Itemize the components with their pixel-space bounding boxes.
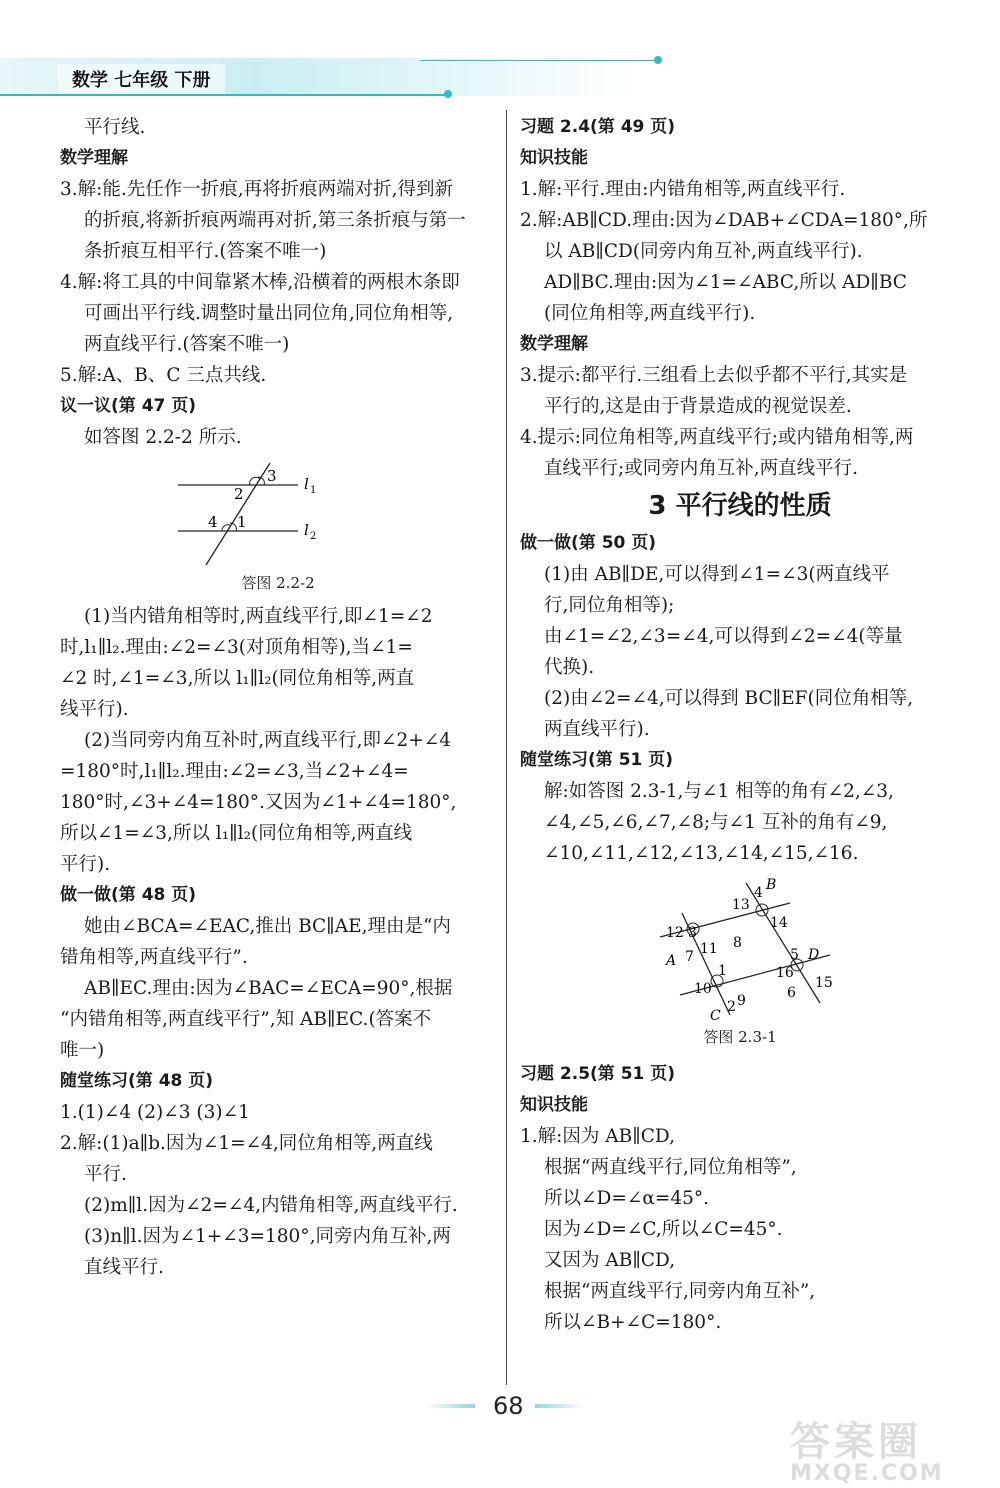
text-line: 如答图 2.2-2 所示. (84, 427, 242, 448)
label-angle-2: 2 (234, 485, 244, 503)
text-line: 又因为 AB∥CD, (544, 1250, 676, 1271)
text-line: 她由∠BCA=∠EAC,推出 BC∥AE,理由是“内 (84, 916, 451, 937)
label-angle-1: 1 (237, 513, 247, 531)
figure-2-3-1-label: 4 (754, 885, 763, 901)
text-line: 平行的,这是由于背景造成的视觉误差. (544, 396, 852, 417)
text-line: 180°时,∠3+∠4=180°.又因为∠1+∠4=180°, (60, 792, 457, 813)
watermark-url: MXQE.COM (790, 1461, 944, 1486)
label-angle-4: 4 (208, 513, 218, 531)
text-line: 平行). (60, 854, 111, 875)
text-line: =180°时,l₁∥l₂.理由:∠2=∠3,当∠2+∠4= (60, 761, 409, 782)
page-number-deco-right (535, 1404, 585, 1408)
header-dot-right (654, 56, 662, 64)
figure-2-3-1-label: D (808, 947, 820, 963)
text-line: 线平行). (60, 699, 129, 720)
figure-2-2-2-caption: 答图 2.2-2 (241, 574, 315, 592)
text-line: 2.解:(1)a∥b.因为∠1=∠4,同位角相等,两直线 (60, 1133, 433, 1154)
text-line: 1.解:平行.理由:内错角相等,两直线平行. (520, 179, 846, 200)
figure-2-3-1-label: 6 (787, 985, 796, 1001)
section-heading: 议一议(第 47 页) (60, 396, 197, 416)
figure-2-3-1-label: 10 (694, 981, 712, 997)
text-line: ∠10,∠11,∠12,∠13,∠14,∠15,∠16. (544, 843, 859, 864)
header-rule-bottom (0, 94, 450, 96)
text-line: AB∥EC.理由:因为∠BAC=∠ECA=90°,根据 (84, 978, 453, 999)
text-line: (同位角相等,两直线平行). (544, 303, 756, 324)
label-l2: l (304, 521, 309, 539)
text-line: (2)由∠2=∠4,可以得到 BC∥EF(同位角相等, (544, 688, 914, 709)
figure-2-3-1-label: 12 (666, 925, 684, 941)
left-column (60, 112, 496, 1283)
text-line: 所以∠B+∠C=180°. (544, 1312, 722, 1333)
section-heading: 知识技能 (520, 1095, 588, 1115)
text-line: 时,l₁∥l₂.理由:∠2=∠3(对顶角相等),当∠1= (60, 637, 413, 658)
text-line: 行,同位角相等); (544, 595, 675, 616)
header-dot-left (444, 90, 452, 98)
text-line: ∠4,∠5,∠6,∠7,∠8;与∠1 互补的角有∠9, (544, 812, 888, 833)
text-line: (2)当同旁内角互补时,两直线平行,即∠2+∠4 (84, 730, 452, 751)
text-line: 2.解:AB∥CD.理由:因为∠DAB+∠CDA=180°,所 (520, 210, 928, 231)
line-bd (746, 883, 820, 1003)
figure-2-3-1-label: 2 (727, 999, 736, 1015)
page-number-deco-left (425, 1404, 475, 1408)
text-line: (1)当内错角相等时,两直线平行,即∠1=∠2 (84, 606, 433, 627)
figure-2-3-1-label: 8 (733, 935, 742, 951)
text-line: 4.解:将工具的中间靠紧木棒,沿横着的两根木条即 (60, 272, 460, 293)
text-line: (1)由 AB∥DE,可以得到∠1=∠3(两直线平 (544, 564, 890, 585)
figure-2-3-1-label: 14 (770, 915, 788, 931)
text-line: 唯一) (60, 1040, 105, 1061)
figure-2-3-1-label: 13 (732, 897, 750, 913)
figure-2-3-1-label: B (766, 877, 777, 893)
figure-2-3-1 (520, 875, 960, 1049)
figure-2-2-2-svg (168, 461, 388, 571)
text-line: “内错角相等,两直线平行”,知 AB∥EC.(答案不 (60, 1009, 432, 1030)
figure-2-3-1-label: 15 (815, 975, 833, 991)
section-heading: 随堂练习(第 51 页) (520, 750, 674, 770)
header-rule-top (420, 60, 660, 61)
section-heading: 习题 2.4(第 49 页) (520, 117, 676, 137)
text-line: 代换). (544, 657, 595, 678)
column-divider (506, 110, 507, 1385)
right-column (520, 112, 960, 1338)
text-line: 4.提示:同位角相等,两直线平行;或内错角相等,两 (520, 427, 914, 448)
text-line: 的折痕,将新折痕两端再对折,第三条折痕与第一 (84, 210, 466, 231)
label-l2-sub: 2 (310, 531, 317, 542)
text-line: 根据“两直线平行,同旁内角互补”, (544, 1281, 816, 1302)
text-line: 所以∠1=∠3,所以 l₁∥l₂(同位角相等,两直线 (60, 823, 413, 844)
watermark (790, 1410, 990, 1486)
text-line: 错角相等,两直线平行”. (60, 947, 248, 968)
figure-2-3-1-label: 7 (685, 949, 694, 965)
text-line: 以 AB∥CD(同旁内角互补,两直线平行). (544, 241, 863, 262)
text-line: 解:如答图 2.3-1,与∠1 相等的角有∠2,∠3, (544, 781, 894, 802)
label-angle-3: 3 (267, 467, 277, 485)
text-line: 两直线平行.(答案不唯一) (84, 334, 290, 355)
figure-2-3-1-label: 9 (737, 993, 746, 1009)
figure-2-3-1-label: A (666, 953, 677, 969)
text-line: 可画出平行线.调整时量出同位角,同位角相等, (84, 303, 454, 324)
text-line: 3.解:能.先任作一折痕,再将折痕两端对折,得到新 (60, 179, 454, 200)
text-line: ∠2 时,∠1=∠3,所以 l₁∥l₂(同位角相等,两直 (60, 668, 415, 689)
label-l1-sub: 1 (310, 485, 317, 496)
figure-2-2-2 (60, 461, 496, 595)
text-line: (2)m∥l.因为∠2=∠4,内错角相等,两直线平行. (84, 1195, 458, 1216)
figure-2-3-1-caption: 答图 2.3-1 (703, 1028, 777, 1046)
figure-2-3-1-label: 16 (776, 965, 794, 981)
section-heading: 做一做(第 48 页) (60, 885, 197, 905)
text-line: 所以∠D=∠α=45°. (544, 1188, 710, 1209)
text-line: 3.提示:都平行.三组看上去似乎都不平行,其实是 (520, 365, 908, 386)
figure-2-3-1-svg (630, 875, 850, 1025)
figure-2-3-1-label: 1 (718, 963, 727, 979)
text-line: 直线平行. (84, 1257, 164, 1278)
text-line: 根据“两直线平行,同位角相等”, (544, 1157, 797, 1178)
text-line: 条折痕互相平行.(答案不唯一) (84, 241, 327, 262)
chapter-title: 3 平行线的性质 (648, 491, 832, 521)
watermark-logo-text: 答案圈 (790, 1419, 922, 1465)
text-line: (3)n∥l.因为∠1+∠3=180°,同旁内角互补,两 (84, 1226, 451, 1247)
text-line: 平行线. (84, 117, 146, 138)
section-heading: 随堂练习(第 48 页) (60, 1071, 214, 1091)
text-line: 因为∠D=∠C,所以∠C=45°. (544, 1219, 783, 1240)
section-heading: 数学理解 (60, 148, 128, 168)
section-heading: 做一做(第 50 页) (520, 533, 657, 553)
figure-2-3-1-label: 5 (790, 947, 799, 963)
figure-2-3-1-label: C (710, 1008, 721, 1024)
text-line: AD∥BC.理由:因为∠1=∠ABC,所以 AD∥BC (544, 272, 907, 293)
page-number: 68 (493, 1392, 524, 1420)
text-line: 两直线平行). (544, 719, 650, 740)
text-line: 平行. (84, 1164, 127, 1185)
section-heading: 数学理解 (520, 334, 588, 354)
section-heading: 知识技能 (520, 148, 588, 168)
text-line: 由∠1=∠2,∠3=∠4,可以得到∠2=∠4(等量 (544, 626, 903, 647)
text-line: 5.解:A、B、C 三点共线. (60, 365, 267, 386)
header-title: 数学 七年级 下册 (58, 64, 225, 94)
figure-2-3-1-label: 11 (700, 941, 718, 957)
label-l1: l (304, 475, 309, 493)
text-line: 直线平行;或同旁内角互补,两直线平行. (544, 458, 858, 479)
text-line: 1.(1)∠4 (2)∠3 (3)∠1 (60, 1102, 250, 1123)
figure-2-3-1-label: 3 (688, 925, 697, 941)
text-line: 1.解:因为 AB∥CD, (520, 1126, 675, 1147)
section-heading: 习题 2.5(第 51 页) (520, 1064, 676, 1084)
